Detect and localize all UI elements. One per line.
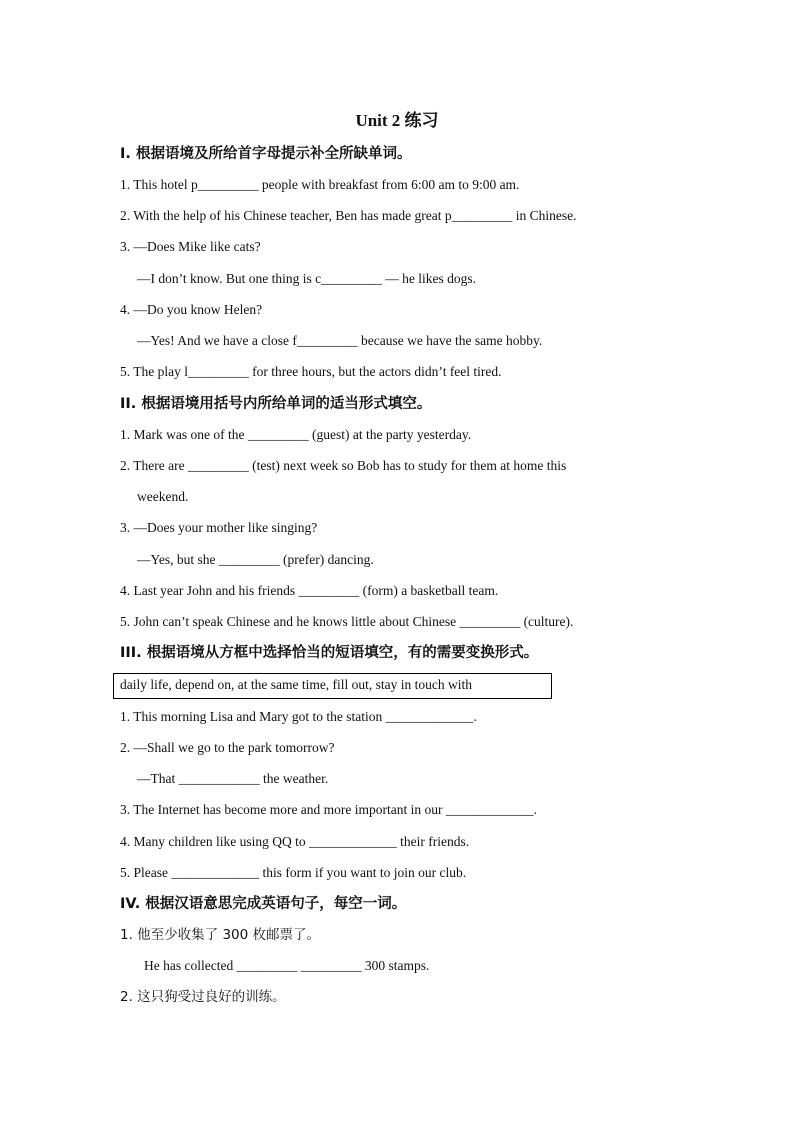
question-1-4: 4. —Do you know Helen? — [120, 302, 263, 317]
phrase-box-text: daily life, depend on, at the same time, fill out, stay in touch with — [120, 677, 473, 692]
section-3-heading: III. 根据语境从方框中选择恰当的短语填空，有的需要变换形式。 — [120, 645, 539, 661]
question-4-2: 2. 这只狗受过良好的训练。 — [120, 989, 286, 1005]
question-2-5: 5. John can’t speak Chinese and he knows little about Chinese _________ (culture). — [120, 614, 574, 629]
question-3-3: 3. The Internet has become more and more important in our _____________. — [120, 802, 538, 817]
question-2-3-answer: —Yes, but she _________ (prefer) dancing. — [137, 552, 374, 567]
page-title: Unit 2 练习 — [355, 111, 439, 130]
question-2-4: 4. Last year John and his friends _________ (form) a basketball team. — [120, 583, 499, 598]
question-3-2-answer: —That ____________ the weather. — [137, 771, 329, 786]
section-2-heading: II. 根据语境用括号内所给单词的适当形式填空。 — [120, 396, 432, 412]
question-1-3: 3. —Does Mike like cats? — [120, 239, 261, 254]
question-2-3: 3. —Does your mother like singing? — [120, 520, 318, 535]
section-1-heading: Ⅰ. 根据语境及所给首字母提示补全所缺单词。 — [120, 146, 412, 162]
question-3-5: 5. Please _____________ this form if you want to join our club. — [120, 865, 467, 880]
question-2-2-cont: weekend. — [137, 489, 189, 504]
question-1-3-answer: —I don’t know. But one thing is c_________ — he likes dogs. — [137, 271, 476, 286]
question-3-2: 2. —Shall we go to the park tomorrow? — [120, 740, 335, 755]
question-2-2: 2. There are _________ (test) next week so Bob has to study for them at home this — [120, 458, 567, 473]
question-3-4: 4. Many children like using QQ to _____________ their friends. — [120, 834, 470, 849]
question-3-1: 1. This morning Lisa and Mary got to the station _____________. — [120, 709, 477, 724]
question-4-1: 1. 他至少收集了 300 枚邮票了。 — [120, 927, 321, 943]
question-4-1-answer: He has collected _________ _________ 300 stamps. — [144, 958, 430, 973]
question-1-5: 5. The play l_________ for three hours, but the actors didn’t feel tired. — [120, 364, 502, 379]
question-1-2: 2. With the help of his Chinese teacher, Ben has made great p_________ in Chinese. — [120, 208, 577, 223]
section-4-heading: IV. 根据汉语意思完成英语句子，每空一词。 — [120, 896, 407, 912]
question-1-1: 1. This hotel p_________ people with breakfast from 6:00 am to 9:00 am. — [120, 177, 520, 192]
question-2-1: 1. Mark was one of the _________ (guest) at the party yesterday. — [120, 427, 472, 442]
question-1-4-answer: —Yes! And we have a close f_________ because we have the same hobby. — [137, 333, 543, 348]
